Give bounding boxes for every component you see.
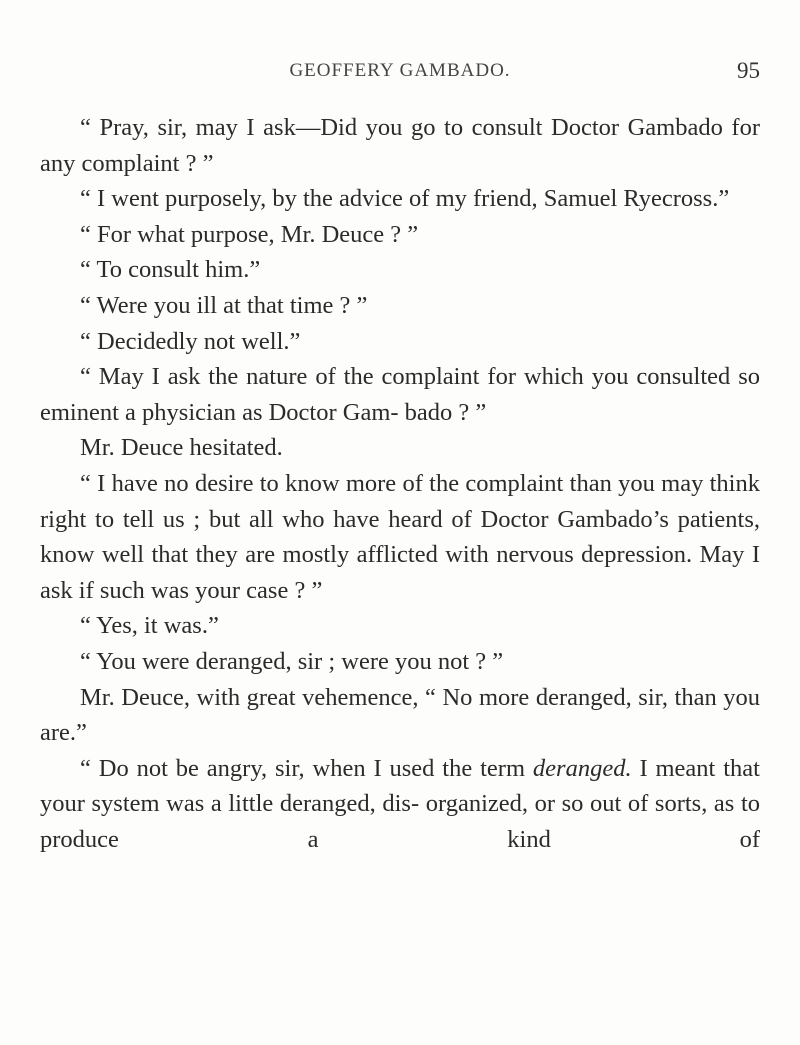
paragraph: “ I have no desire to know more of the complaint than you may think right to tell us ; but all who have heard of Doctor Gambado’s patients, know well that they are mostly afflicted with nervous depression. May I ask if such was your case ? ” — [40, 469, 760, 604]
paragraph: “ Were you ill at that time ? ” — [80, 291, 368, 319]
final-paragraph-start: “ Do not be angry, sir, when I used the term — [80, 754, 533, 782]
paragraph: “ I went purposely, by the advice of my friend, Samuel Ryecross.” — [80, 185, 730, 213]
paragraph: Mr. Deuce, with great vehemence, “ No more deranged, sir, than you are.” — [40, 683, 760, 747]
book-page — [40, 60, 760, 857]
italic-term: deranged. — [532, 754, 632, 782]
paragraph: “ To consult him.” — [80, 256, 261, 284]
paragraph: “ You were deranged, sir ; were you not ? ” — [80, 647, 504, 675]
running-title: GEOFFERY GAMBADO. — [289, 60, 511, 81]
paragraph: “ Decidedly not well.” — [80, 327, 301, 355]
paragraph: “ For what purpose, Mr. Deuce ? ” — [80, 220, 419, 248]
final-paragraph — [40, 751, 760, 858]
page-number: 95 — [737, 58, 760, 83]
paragraph: Mr. Deuce hesitated. — [80, 434, 283, 462]
paragraph: “ Yes, it was.” — [80, 612, 219, 640]
paragraph: “ May I ask the nature of the complaint for which you consulted so eminent a physician as Doctor Gam- bado ? ” — [40, 363, 760, 426]
body-text — [40, 110, 760, 857]
final-paragraph-end: I meant that your system was a little deranged, dis- organized, or so out of sorts, as to produce a kind of — [40, 754, 760, 853]
paragraph: “ Pray, sir, may I ask—Did you go to consult Doctor Gambado for any complaint ? ” — [40, 114, 760, 177]
running-head — [40, 60, 760, 96]
